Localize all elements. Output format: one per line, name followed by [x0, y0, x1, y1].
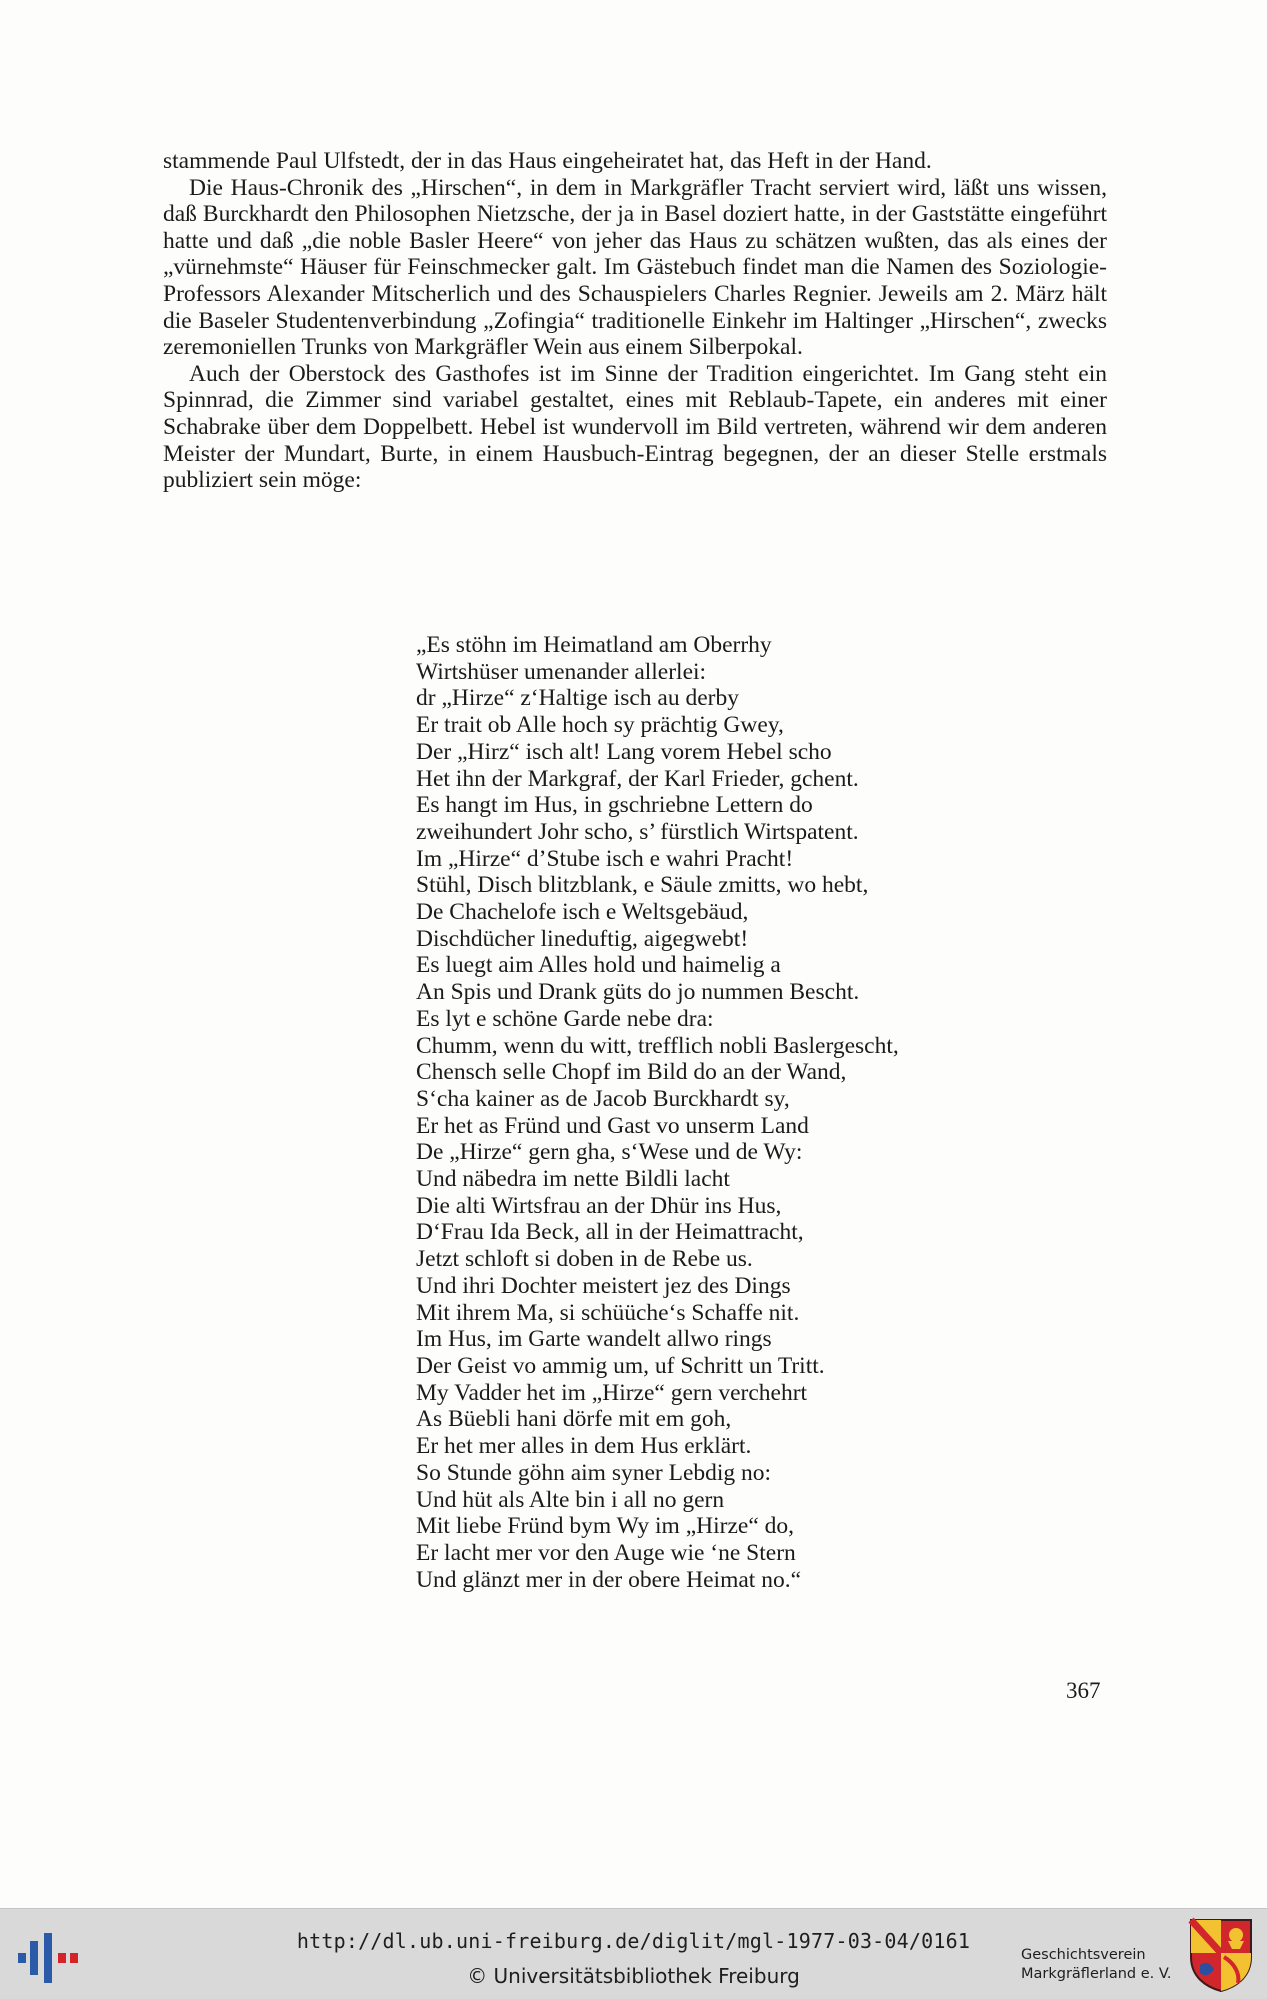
poem-line: Er lacht mer vor den Auge wie ‘ne Stern [416, 1539, 796, 1566]
poem-block [416, 632, 1036, 1593]
poem-line: „Es stöhn im Heimatland am Oberrhy [416, 632, 772, 658]
poem-line: Er trait ob Alle hoch sy prächtig Gwey, [416, 712, 784, 739]
poem-line: Und ihri Dochter meistert jez des Dings [416, 1272, 791, 1299]
poem-line: Chumm, wenn du witt, trefflich nobli Baslergescht, [416, 1032, 899, 1059]
poem-line: Im „Hirze“ d’Stube isch e wahri Pracht! [416, 845, 794, 872]
society-name-line2: Markgräflerland e. V. [1021, 1966, 1172, 1982]
poem-line: An Spis und Drank güts do jo nummen Bescht. [416, 979, 860, 1006]
poem-line: As Büebli hani dörfe mit em goh, [416, 1406, 732, 1433]
poem-line: Und hüt als Alte bin i all no gern [416, 1486, 725, 1513]
poem-line: Stühl, Disch blitzblank, e Säule zmitts, wo hebt, [416, 872, 869, 899]
page-number: 367 [1066, 1678, 1101, 1703]
poem-line: Het ihn der Markgraf, der Karl Frieder, gchent. [416, 765, 859, 792]
poem-line: Der Geist vo ammig um, uf Schritt un Tritt. [416, 1352, 825, 1379]
poem-line: Im Hus, im Garte wandelt allwo rings [416, 1326, 772, 1353]
poem-line: Er het as Fründ und Gast vo unserm Land [416, 1112, 809, 1139]
paragraph-continuation: stammende Paul Ulfstedt, der in das Haus eingeheiratet hat, das Heft in der Hand. [163, 148, 932, 174]
poem-line: Dischdücher lineduftig, aigegwebt! [416, 925, 749, 952]
footer-copyright: © Universitätsbibliothek Freiburg [467, 1964, 800, 1988]
poem-line: Es lyt e schöne Garde nebe dra: [416, 1005, 714, 1032]
poem-line: Und glänzt mer in der obere Heimat no.“ [416, 1566, 801, 1593]
markgraeflerland-crest-icon [1188, 1917, 1254, 1993]
footer-url-link[interactable]: http://dl.ub.uni-freiburg.de/diglit/mgl-1977-03-04/0161 [296, 1929, 971, 1953]
poem-line: De „Hirze“ gern gha, s‘Wese und de Wy: [416, 1139, 803, 1166]
poem-line: My Vadder het im „Hirze“ gern verchehrt [416, 1379, 808, 1406]
poem-line: Mit ihrem Ma, si schüüche‘s Schaffe nit. [416, 1299, 800, 1326]
poem-line: Mit liebe Fründ bym Wy im „Hirze“ do, [416, 1513, 794, 1540]
poem-line: Der „Hirz“ isch alt! Lang vorem Hebel scho [416, 738, 832, 765]
poem-line: D‘Frau Ida Beck, all in der Heimattracht, [416, 1219, 804, 1246]
paragraph-haus-chronik: Die Haus-Chronik des „Hirschen“, in dem in Markgräfler Tracht serviert wird, läßt uns wissen, daß Burckhardt den Philosophen Nietzsche, der ja in Basel doziert hatte, in der Gaststätte eingeführt hatte und daß „die noble Basler Heere“ von jeher das Haus zu schätzen wußten, das als eines der „vürnehmste“ Häuser für Feinschmecker galt. Im Gästebuch findet man die Namen des Soziologie-Professors Alexander Mitscherlich und des Schauspielers Charles Regnier. Jeweils am 2. März hält die Baseler Studentenverbindung „Zofingia“ traditionelle Einkehr im Haltinger „Hirschen“, zwecks zeremoniellen Trunks von Markgräfler Wein aus einem Silberpokal. [163, 174, 1107, 361]
poem-line: Chensch selle Chopf im Bild do an der Wand, [416, 1059, 847, 1086]
footer-bar [0, 1908, 1267, 1999]
poem-line: Er het mer alles in dem Hus erklärt. [416, 1433, 752, 1460]
poem-line: dr „Hirze“ z‘Haltige isch au derby [416, 685, 739, 712]
poem-line: Die alti Wirtsfrau an der Dhür ins Hus, [416, 1192, 782, 1219]
poem-line: zweihundert Johr scho, s’ fürstlich Wirtspatent. [416, 818, 859, 845]
poem-line: Es luegt aim Alles hold und haimelig a [416, 952, 781, 979]
society-name [1021, 1946, 1172, 1984]
poem-line: Und näbedra im nette Bildli lacht [416, 1166, 730, 1193]
poem-line: So Stunde göhn aim syner Lebdig no: [416, 1459, 772, 1486]
poem-line: Jetzt schloft si doben in de Rebe us. [416, 1246, 753, 1273]
society-name-line1: Geschichtsverein [1021, 1947, 1146, 1963]
paragraph-oberstock: Auch der Oberstock des Gasthofes ist im Sinne der Tradition eingerichtet. Im Gang steht ein Spinnrad, die Zimmer sind variabel gestaltet, eines mit Reblaub-Tapete, ein anderes mit einer Schabrake über dem Doppelbett. Hebel ist wundervoll im Bild vertreten, während wir dem anderen Meister der Mundart, Burte, in einem Hausbuch-Eintrag begegnen, der an dieser Stelle erstmals publiziert sein möge: [163, 360, 1107, 494]
poem-line: Es hangt im Hus, in gschriebne Lettern do [416, 792, 813, 819]
poem-line: S‘cha kainer as de Jacob Burckhardt sy, [416, 1085, 790, 1112]
prose-text [163, 148, 1107, 494]
poem-line: Wirtshüser umenander allerlei: [416, 658, 707, 685]
poem-line: De Chachelofe isch e Weltsgebäud, [416, 899, 749, 926]
